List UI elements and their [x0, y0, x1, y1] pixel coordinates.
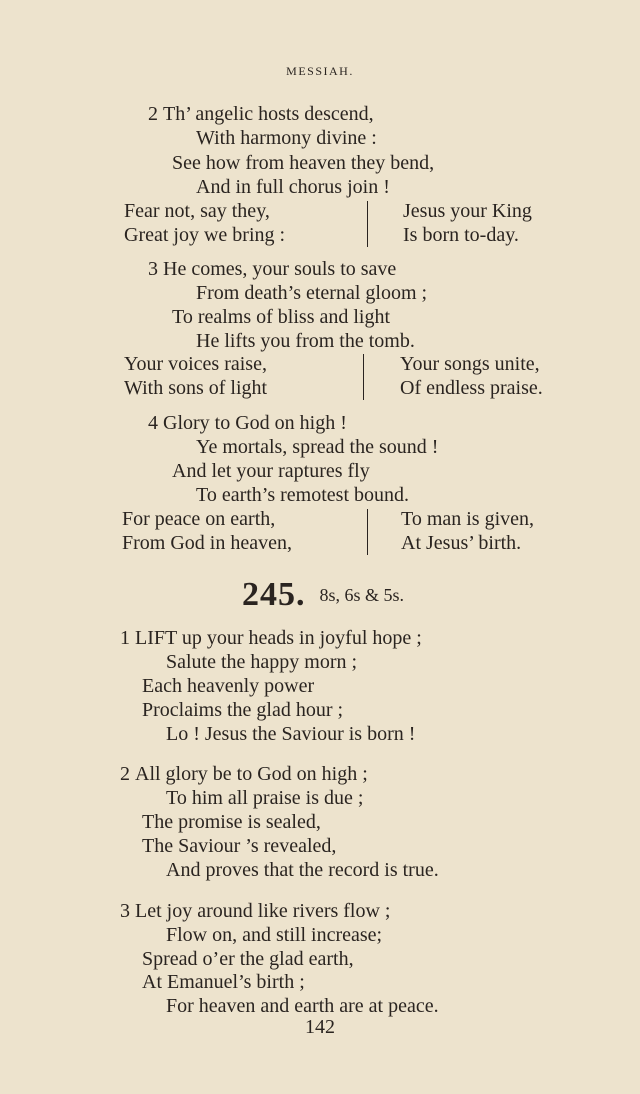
chorus-left-line: Great joy we bring : [124, 224, 286, 246]
verse-line: The Saviour ’s revealed, [142, 835, 337, 857]
verse-line: And proves that the record is true. [166, 859, 439, 881]
verse-line: From death’s eternal gloom ; [196, 282, 428, 304]
verse-line: 1 LIFT up your heads in joyful hope ; [120, 627, 422, 649]
hymn-heading [242, 576, 404, 614]
chorus-left-line: For peace on earth, [122, 508, 276, 530]
chorus-right-line: At Jesus’ birth. [401, 532, 522, 554]
stanza-number: 4 [148, 412, 158, 434]
hymn-meter: 8s, 6s & 5s. [319, 585, 405, 605]
chorus-right-line: Of endless praise. [400, 377, 543, 399]
verse-line: See how from heaven they bend, [172, 152, 435, 174]
verse-line: Salute the happy morn ; [166, 651, 358, 673]
verse-line: 3 Let joy around like rivers flow ; [120, 900, 391, 922]
verse-line: 4 Glory to God on high ! [148, 412, 347, 434]
chorus-left-line: Your voices raise, [124, 353, 267, 375]
verse-line: 3 He comes, your souls to save [148, 258, 397, 280]
hymn-number: 245. [242, 576, 306, 613]
verse-line: The promise is sealed, [142, 811, 321, 833]
stanza-number: 2 [148, 103, 158, 125]
chorus-right-line: To man is given, [401, 508, 535, 530]
stanza-number: 3 [148, 258, 158, 280]
chorus-right-line: Jesus your King [403, 200, 532, 222]
page-number: 142 [305, 1016, 335, 1038]
chorus-right-line: Is born to-day. [403, 224, 519, 246]
verse-line: And let your raptures fly [172, 460, 370, 482]
verse-line: To realms of bliss and light [172, 306, 391, 328]
verse-line: And in full chorus join ! [196, 176, 390, 198]
verse-line: 2 Th’ angelic hosts descend, [148, 103, 374, 125]
stanza-number: 3 [120, 900, 130, 922]
chorus-divider [363, 354, 364, 400]
chorus-left-line: From God in heaven, [122, 532, 292, 554]
verse-line: Ye mortals, spread the sound ! [196, 436, 439, 458]
verse-line: Spread o’er the glad earth, [142, 948, 354, 970]
verse-line: To earth’s remotest bound. [196, 484, 409, 506]
chorus-divider [367, 509, 368, 555]
verse-line: Lo ! Jesus the Saviour is born ! [166, 723, 416, 745]
stanza-number: 1 [120, 627, 130, 649]
verse-line: With harmony divine : [196, 127, 377, 149]
chorus-left-line: With sons of light [124, 377, 268, 399]
chorus-left-line: Fear not, say they, [124, 200, 270, 222]
running-header: MESSIAH. [286, 64, 354, 78]
verse-line: To him all praise is due ; [166, 787, 364, 809]
verse-line: Each heavenly power [142, 675, 315, 697]
stanza-number: 2 [120, 763, 130, 785]
chorus-right-line: Your songs unite, [400, 353, 540, 375]
chorus-divider [367, 201, 368, 247]
verse-line: Flow on, and still increase; [166, 924, 383, 946]
verse-line: At Emanuel’s birth ; [142, 971, 305, 993]
verse-line: 2 All glory be to God on high ; [120, 763, 368, 785]
verse-line: Proclaims the glad hour ; [142, 699, 344, 721]
verse-line: He lifts you from the tomb. [196, 330, 415, 352]
verse-line: For heaven and earth are at peace. [166, 995, 439, 1017]
